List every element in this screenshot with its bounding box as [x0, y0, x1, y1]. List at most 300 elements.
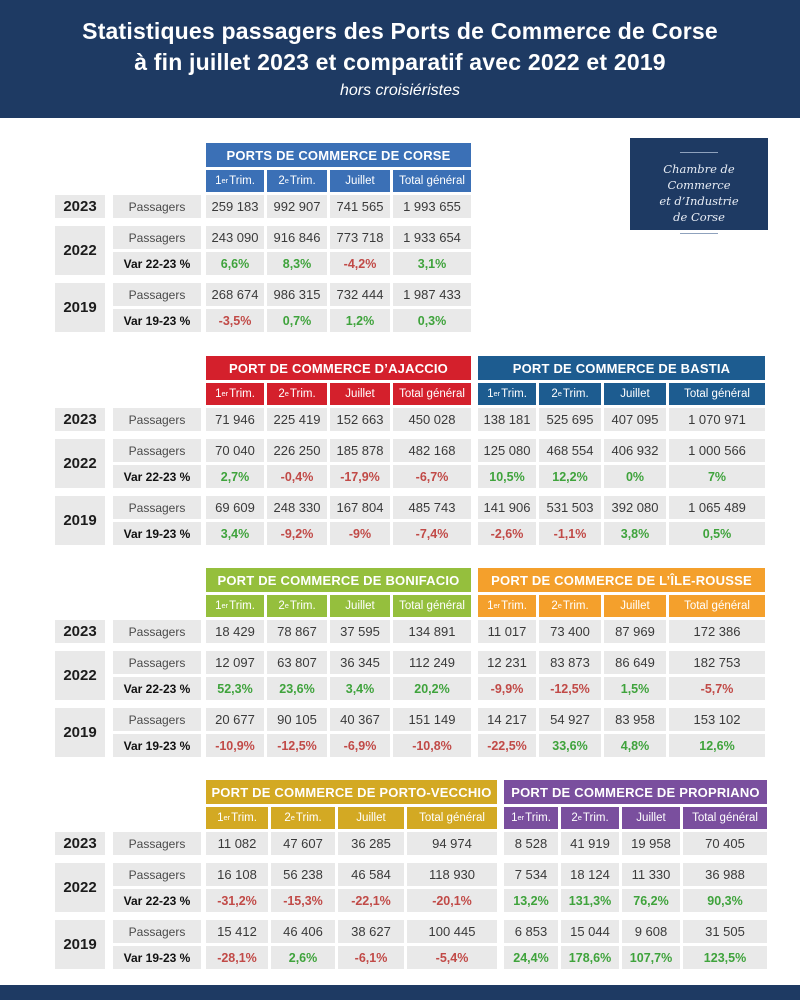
- variation-value: -6,9%: [330, 734, 390, 757]
- section-title-bar: PORT DE COMMERCE DE BASTIA: [478, 356, 765, 380]
- spacer: [497, 807, 504, 829]
- row-label-passengers: Passagers: [113, 195, 201, 218]
- column-header: [683, 807, 767, 829]
- passenger-count: 1 000 566: [669, 439, 765, 462]
- data-row-variation: [113, 522, 765, 545]
- year-group-rows: [113, 439, 765, 488]
- row-label-variation: Var 19-23 %: [113, 946, 201, 969]
- passenger-count: 118 930: [407, 863, 497, 886]
- passenger-count: 41 919: [561, 832, 619, 855]
- column-header-text: Juillet: [345, 600, 375, 612]
- year-label: 2019: [55, 283, 105, 332]
- variation-value: -22,5%: [478, 734, 536, 757]
- row-label-passengers: Passagers: [113, 226, 201, 249]
- logo-line2: et d’Industrie: [659, 194, 739, 208]
- passenger-count: 112 249: [393, 651, 471, 674]
- variation-value: 0,5%: [669, 522, 765, 545]
- section-title-row: [55, 356, 800, 380]
- passenger-count: 152 663: [330, 408, 390, 431]
- passenger-count: 407 095: [604, 408, 666, 431]
- variation-value: -17,9%: [330, 465, 390, 488]
- variation-value: -9,9%: [478, 677, 536, 700]
- variation-value: 6,6%: [206, 252, 264, 275]
- column-header: [669, 595, 765, 617]
- passenger-count: 14 217: [478, 708, 536, 731]
- section-title-bar: PORT DE COMMERCE D’AJACCIO: [206, 356, 471, 380]
- year-label: 2023: [55, 408, 105, 431]
- passenger-count: 531 503: [539, 496, 601, 519]
- year-group-rows: [113, 283, 471, 332]
- column-header-row: [55, 595, 800, 617]
- spacer: [471, 595, 478, 617]
- row-label-variation: Var 22-23 %: [113, 677, 201, 700]
- spacer: [471, 677, 478, 700]
- column-header-text: 2: [551, 600, 558, 612]
- passenger-count: 19 958: [622, 832, 680, 855]
- passenger-count: 18 429: [206, 620, 264, 643]
- passenger-count: 151 149: [393, 708, 471, 731]
- passenger-count: 37 595: [330, 620, 390, 643]
- variation-value: 24,4%: [504, 946, 558, 969]
- column-header: 2 e Trim.: [539, 595, 601, 617]
- column-header-text: Trim.: [525, 812, 551, 824]
- row-label-passengers: Passagers: [113, 920, 201, 943]
- variation-value: 0,3%: [393, 309, 471, 332]
- column-header: 2 e Trim.: [271, 807, 335, 829]
- column-header-text: Trim.: [562, 600, 589, 612]
- year-group-rows: [113, 226, 471, 275]
- page-subtitle: hors croisiéristes: [339, 82, 461, 99]
- data-row-variation: [113, 309, 471, 332]
- logo-line3: de Corse: [673, 210, 725, 224]
- passenger-count: 406 932: [604, 439, 666, 462]
- passenger-count: 182 753: [669, 651, 765, 674]
- data-row-2023: [55, 195, 800, 218]
- variation-value: -5,7%: [669, 677, 765, 700]
- column-header-text: 1: [511, 812, 518, 824]
- port-tables-area: [0, 118, 800, 969]
- passenger-count: 482 168: [393, 439, 471, 462]
- row-label-passengers: Passagers: [113, 708, 201, 731]
- year-group: [55, 708, 800, 757]
- passenger-count: 450 028: [393, 408, 471, 431]
- variation-value: 12,6%: [669, 734, 765, 757]
- column-header-text: Juillet: [636, 812, 666, 824]
- year-label: 2022: [55, 863, 105, 912]
- data-row-variation: [113, 734, 765, 757]
- column-header-text: Trim.: [582, 812, 609, 824]
- data-row-2023: [55, 832, 800, 855]
- row-label-passengers: Passagers: [113, 408, 201, 431]
- spacer: [497, 920, 504, 943]
- passenger-count: 12 231: [478, 651, 536, 674]
- passenger-count: 1 987 433: [393, 283, 471, 306]
- spacer: [55, 170, 206, 192]
- column-header: 1 er Trim.: [206, 383, 264, 405]
- passenger-count: 167 804: [330, 496, 390, 519]
- variation-value: 1,5%: [604, 677, 666, 700]
- passenger-count: 11 017: [478, 620, 536, 643]
- column-header-text: Trim.: [501, 388, 527, 400]
- year-label: 2022: [55, 651, 105, 700]
- passenger-count: 36 345: [330, 651, 390, 674]
- passenger-count: 732 444: [330, 283, 390, 306]
- column-header-text: Trim.: [229, 388, 255, 400]
- section-title-bar: PORT DE COMMERCE DE BONIFACIO: [206, 568, 471, 592]
- spacer: [55, 356, 206, 380]
- data-row-passengers: [113, 283, 471, 306]
- row-label-passengers: Passagers: [113, 651, 201, 674]
- variation-value: -9%: [330, 522, 390, 545]
- spacer: [471, 465, 478, 488]
- data-row-passengers: [113, 439, 765, 462]
- data-row-variation: [113, 252, 471, 275]
- spacer: [471, 356, 478, 380]
- variation-value: -9,2%: [267, 522, 327, 545]
- column-header: [407, 807, 497, 829]
- column-header-text: 1: [217, 812, 224, 824]
- column-header-text: Trim.: [229, 175, 255, 187]
- passenger-count: 31 505: [683, 920, 767, 943]
- column-header: [604, 383, 666, 405]
- year-group: [55, 651, 800, 700]
- passenger-count: 773 718: [330, 226, 390, 249]
- row-label-passengers: Passagers: [113, 863, 201, 886]
- passenger-count: 54 927: [539, 708, 601, 731]
- section-title-row: [55, 568, 800, 592]
- passenger-count: 225 419: [267, 408, 327, 431]
- row-label-variation: Var 22-23 %: [113, 252, 201, 275]
- column-header-text: Total général: [399, 600, 465, 612]
- passenger-count: 70 040: [206, 439, 264, 462]
- column-header-text: Trim.: [289, 388, 316, 400]
- passenger-count: 100 445: [407, 920, 497, 943]
- column-header-text: Total général: [684, 388, 750, 400]
- variation-value: -6,7%: [393, 465, 471, 488]
- data-row-passengers: [113, 226, 471, 249]
- column-header-text: Juillet: [620, 600, 650, 612]
- passenger-count: 1 993 655: [393, 195, 471, 218]
- passenger-count: 9 608: [622, 920, 680, 943]
- variation-value: 123,5%: [683, 946, 767, 969]
- column-header-text: Trim.: [501, 600, 527, 612]
- variation-value: -22,1%: [338, 889, 404, 912]
- variation-value: -28,1%: [206, 946, 268, 969]
- row-label-variation: Var 22-23 %: [113, 465, 201, 488]
- page-header: [0, 0, 800, 118]
- passenger-count: 71 946: [206, 408, 264, 431]
- spacer: [55, 595, 206, 617]
- year-label: 2019: [55, 496, 105, 545]
- variation-value: 3,4%: [206, 522, 264, 545]
- year-label: 2023: [55, 620, 105, 643]
- passenger-count: 38 627: [338, 920, 404, 943]
- spacer: [471, 383, 478, 405]
- passenger-count: 11 330: [622, 863, 680, 886]
- passenger-count: 525 695: [539, 408, 601, 431]
- row-label-passengers: Passagers: [113, 620, 201, 643]
- year-group: [55, 226, 800, 275]
- year-group-rows: [113, 651, 765, 700]
- passenger-count: 78 867: [267, 620, 327, 643]
- column-header-text: 2: [278, 388, 285, 400]
- column-header-text: Juillet: [345, 175, 375, 187]
- logo-line1: Chambre de Commerce: [663, 162, 735, 192]
- passenger-count: 8 528: [504, 832, 558, 855]
- column-header-text: Trim.: [295, 812, 322, 824]
- year-group: [55, 863, 800, 912]
- variation-value: -6,1%: [338, 946, 404, 969]
- data-row-2023: [55, 408, 800, 431]
- column-header: 1 er Trim.: [206, 807, 268, 829]
- data-row-passengers: [113, 708, 765, 731]
- passenger-count: 268 674: [206, 283, 264, 306]
- variation-value: 8,3%: [267, 252, 327, 275]
- column-header: 1 er Trim.: [478, 383, 536, 405]
- column-header-text: 2: [278, 175, 285, 187]
- variation-value: 2,6%: [271, 946, 335, 969]
- variation-value: -10,9%: [206, 734, 264, 757]
- passenger-count: 992 907: [267, 195, 327, 218]
- variation-value: 131,3%: [561, 889, 619, 912]
- column-header-text: Trim.: [231, 812, 257, 824]
- variation-value: 0%: [604, 465, 666, 488]
- variation-value: -4,2%: [330, 252, 390, 275]
- row-label-variation: Var 22-23 %: [113, 889, 201, 912]
- column-header-text: 2: [571, 812, 578, 824]
- column-header-text: 2: [551, 388, 558, 400]
- passenger-count: 87 969: [604, 620, 666, 643]
- row-label-variation: Var 19-23 %: [113, 734, 201, 757]
- passenger-count: 1 065 489: [669, 496, 765, 519]
- variation-value: -12,5%: [267, 734, 327, 757]
- port-section: [55, 568, 800, 757]
- variation-value: -0,4%: [267, 465, 327, 488]
- column-header: [669, 383, 765, 405]
- page-title-line2: à fin juillet 2023 et comparatif avec 2022 et 2019: [134, 49, 666, 75]
- column-header: [393, 170, 471, 192]
- passenger-count: 56 238: [271, 863, 335, 886]
- spacer: [497, 946, 504, 969]
- variation-value: 178,6%: [561, 946, 619, 969]
- column-header-text: Total général: [692, 812, 758, 824]
- variation-value: 0,7%: [267, 309, 327, 332]
- passenger-count: 138 181: [478, 408, 536, 431]
- column-header-row: [55, 383, 800, 405]
- passenger-count: 83 958: [604, 708, 666, 731]
- variation-value: -3,5%: [206, 309, 264, 332]
- year-label: 2019: [55, 708, 105, 757]
- passenger-count: 83 873: [539, 651, 601, 674]
- passenger-count: 1 933 654: [393, 226, 471, 249]
- variation-value: -12,5%: [539, 677, 601, 700]
- passenger-count: 125 080: [478, 439, 536, 462]
- column-header-text: Total général: [684, 600, 750, 612]
- passenger-count: 69 609: [206, 496, 264, 519]
- column-header: 1 er Trim.: [206, 170, 264, 192]
- passenger-count: 11 082: [206, 832, 268, 855]
- passenger-count: 392 080: [604, 496, 666, 519]
- column-header-text: 1: [487, 600, 494, 612]
- variation-value: 4,8%: [604, 734, 666, 757]
- column-header-text: Trim.: [289, 600, 316, 612]
- column-header: [338, 807, 404, 829]
- column-header: 2 e Trim.: [267, 595, 327, 617]
- section-title-bar: PORTS DE COMMERCE DE CORSE: [206, 143, 471, 167]
- passenger-count: 16 108: [206, 863, 268, 886]
- column-header-text: Juillet: [345, 388, 375, 400]
- year-label: 2023: [55, 832, 105, 855]
- column-header-text: Juillet: [356, 812, 386, 824]
- spacer: [497, 863, 504, 886]
- spacer: [55, 807, 206, 829]
- variation-value: -5,4%: [407, 946, 497, 969]
- section-title-bar: PORT DE COMMERCE DE L’ÎLE-ROUSSE: [478, 568, 765, 592]
- passenger-count: 20 677: [206, 708, 264, 731]
- passenger-count: 141 906: [478, 496, 536, 519]
- spacer: [471, 496, 478, 519]
- year-group: [55, 496, 800, 545]
- spacer: [471, 651, 478, 674]
- variation-value: 3,1%: [393, 252, 471, 275]
- column-header-text: Juillet: [620, 388, 650, 400]
- data-row-variation: [113, 946, 767, 969]
- column-header: [330, 170, 390, 192]
- passenger-count: 90 105: [267, 708, 327, 731]
- passenger-count: 70 405: [683, 832, 767, 855]
- data-row-passengers: [113, 496, 765, 519]
- variation-value: 23,6%: [267, 677, 327, 700]
- column-header: [622, 807, 680, 829]
- passenger-count: 153 102: [669, 708, 765, 731]
- data-row-variation: [113, 465, 765, 488]
- passenger-count: 172 386: [669, 620, 765, 643]
- passenger-count: 134 891: [393, 620, 471, 643]
- section-title-row: [55, 143, 800, 167]
- port-section: [55, 143, 800, 332]
- variation-value: 3,4%: [330, 677, 390, 700]
- passenger-count: 6 853: [504, 920, 558, 943]
- variation-value: -10,8%: [393, 734, 471, 757]
- section-title-bar: PORT DE COMMERCE DE PORTO-VECCHIO: [206, 780, 497, 804]
- year-label: 2019: [55, 920, 105, 969]
- column-header: 1 er Trim.: [206, 595, 264, 617]
- spacer: [471, 408, 478, 431]
- row-label-passengers: Passagers: [113, 496, 201, 519]
- column-header-text: 1: [215, 388, 222, 400]
- spacer: [497, 780, 504, 804]
- passenger-count: 7 534: [504, 863, 558, 886]
- year-group-rows: [113, 708, 765, 757]
- row-label-variation: Var 19-23 %: [113, 309, 201, 332]
- column-header: 1 er Trim.: [504, 807, 558, 829]
- variation-value: 7%: [669, 465, 765, 488]
- column-header-text: Total général: [419, 812, 485, 824]
- year-group: [55, 283, 800, 332]
- column-header-text: Trim.: [289, 175, 316, 187]
- passenger-count: 18 124: [561, 863, 619, 886]
- section-title-bar: PORT DE COMMERCE DE PROPRIANO: [504, 780, 767, 804]
- variation-value: 1,2%: [330, 309, 390, 332]
- variation-value: 20,2%: [393, 677, 471, 700]
- year-group-rows: [113, 496, 765, 545]
- variation-value: -2,6%: [478, 522, 536, 545]
- spacer: [55, 568, 206, 592]
- year-label: 2022: [55, 226, 105, 275]
- passenger-count: 86 649: [604, 651, 666, 674]
- passenger-count: 47 607: [271, 832, 335, 855]
- spacer: [471, 620, 478, 643]
- column-header-text: Trim.: [229, 600, 255, 612]
- data-row-passengers: [113, 863, 767, 886]
- variation-value: 13,2%: [504, 889, 558, 912]
- passenger-count: 916 846: [267, 226, 327, 249]
- port-section: [55, 356, 800, 545]
- column-header-text: Trim.: [562, 388, 589, 400]
- year-group-rows: [113, 920, 767, 969]
- variation-value: 10,5%: [478, 465, 536, 488]
- year-group: [55, 920, 800, 969]
- passenger-count: 46 584: [338, 863, 404, 886]
- passenger-count: 243 090: [206, 226, 264, 249]
- spacer: [471, 708, 478, 731]
- variation-value: -1,1%: [539, 522, 601, 545]
- column-header: 2 e Trim.: [267, 383, 327, 405]
- column-header-text: Total général: [399, 175, 465, 187]
- column-header-row: [55, 170, 800, 192]
- passenger-count: 40 367: [330, 708, 390, 731]
- passenger-count: 63 807: [267, 651, 327, 674]
- variation-value: -31,2%: [206, 889, 268, 912]
- column-header: [330, 595, 390, 617]
- year-group-rows: [113, 863, 767, 912]
- passenger-count: 36 285: [338, 832, 404, 855]
- column-header: 1 er Trim.: [478, 595, 536, 617]
- spacer: [471, 439, 478, 462]
- column-header-text: 2: [278, 600, 285, 612]
- column-header: [393, 383, 471, 405]
- spacer: [471, 568, 478, 592]
- spacer: [55, 143, 206, 167]
- row-label-passengers: Passagers: [113, 439, 201, 462]
- column-header-text: 1: [215, 175, 222, 187]
- column-header-row: [55, 807, 800, 829]
- spacer: [471, 734, 478, 757]
- spacer: [497, 889, 504, 912]
- data-row-variation: [113, 677, 765, 700]
- port-section: [55, 780, 800, 969]
- footer-bar: [0, 985, 800, 1000]
- variation-value: 33,6%: [539, 734, 601, 757]
- data-row-2023: [55, 620, 800, 643]
- passenger-count: 259 183: [206, 195, 264, 218]
- passenger-count: 741 565: [330, 195, 390, 218]
- row-label-passengers: Passagers: [113, 283, 201, 306]
- column-header-text: 1: [215, 600, 222, 612]
- passenger-count: 248 330: [267, 496, 327, 519]
- year-label: 2023: [55, 195, 105, 218]
- data-row-passengers: [113, 920, 767, 943]
- passenger-count: 226 250: [267, 439, 327, 462]
- passenger-count: 986 315: [267, 283, 327, 306]
- year-group: [55, 439, 800, 488]
- data-row-variation: [113, 889, 767, 912]
- column-header-text: 2: [284, 812, 291, 824]
- spacer: [497, 832, 504, 855]
- row-label-passengers: Passagers: [113, 832, 201, 855]
- passenger-count: 15 044: [561, 920, 619, 943]
- variation-value: 107,7%: [622, 946, 680, 969]
